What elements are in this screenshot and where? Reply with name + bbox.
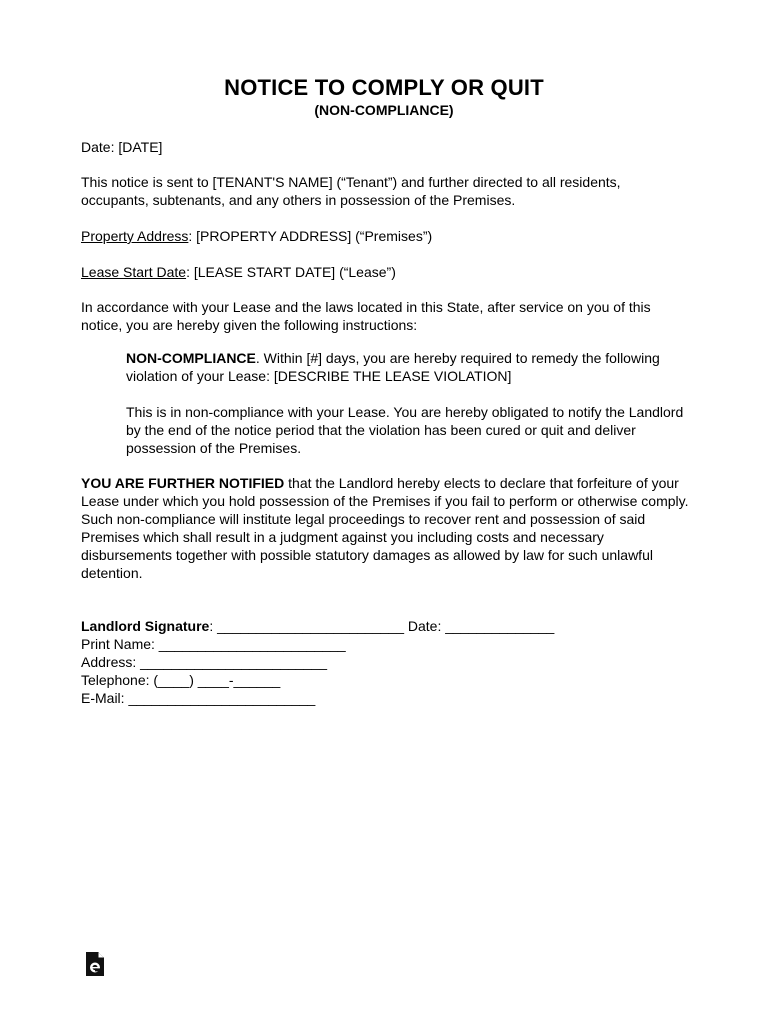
print-name-line: Print Name: ________________________ [81,636,346,652]
noncompliance-paragraph [126,349,686,385]
lease-start-line [81,263,691,281]
property-address-label: Property Address [81,228,189,244]
eforms-logo-icon [85,951,105,977]
property-address-value: : [PROPERTY ADDRESS] (“Premises”) [188,228,433,244]
accordance-paragraph: In accordance with your Lease and the laws located in this State, after service on you of this notice, you are hereby given the following instructions: [81,299,651,333]
landlord-signature-label: Landlord Signature [81,618,210,634]
address-line: Address: ________________________ [81,654,328,670]
telephone-line: Telephone: (____) ____-______ [81,672,281,688]
further-notified-label: YOU ARE FURTHER NOTIFIED [81,475,285,491]
date-line: Date: [DATE] [81,139,163,155]
further-notified-text: that the Landlord hereby elects to declare that forfeiture of your Lease under which you hold possession of the Premises if you fail to perform or otherwise comply. Such non-compliance will institute legal proceedings to recover rent and possession of said Premises which shall result in a judgment against you including costs and necessary disbursements together with possible statutory damages as allowed by law for such unlawful detention. [81,475,689,581]
landlord-signature-line [81,617,554,635]
lease-start-label: Lease Start Date [81,264,187,280]
obligation-paragraph: This is in non-compliance with your Lease. You are hereby obligated to notify the Landlord by the end of the notice period that the violation has been cured or quit and deliver possession of the Premises. [126,404,684,456]
document-title: NOTICE TO COMPLY OR QUIT [224,75,544,100]
document-subtitle: (NON-COMPLIANCE) [314,102,454,118]
lease-start-value: : [LEASE START DATE] (“Lease”) [186,264,396,280]
property-address-line [81,227,691,245]
email-line: E-Mail: ________________________ [81,690,316,706]
further-notified-paragraph [81,474,691,582]
landlord-signature-blank: : ________________________ Date: ______________ [209,618,555,634]
noncompliance-text: . Within [#] days, you are hereby required to remedy the following violation of your Lease: [DESCRIBE THE LEASE VIOLATION] [126,350,660,384]
noncompliance-label: NON-COMPLIANCE [126,350,256,366]
intro-paragraph: This notice is sent to [TENANT'S NAME] (“Tenant”) and further directed to all residents, occupants, subtenants, and any others in possession of the Premises. [81,174,621,208]
